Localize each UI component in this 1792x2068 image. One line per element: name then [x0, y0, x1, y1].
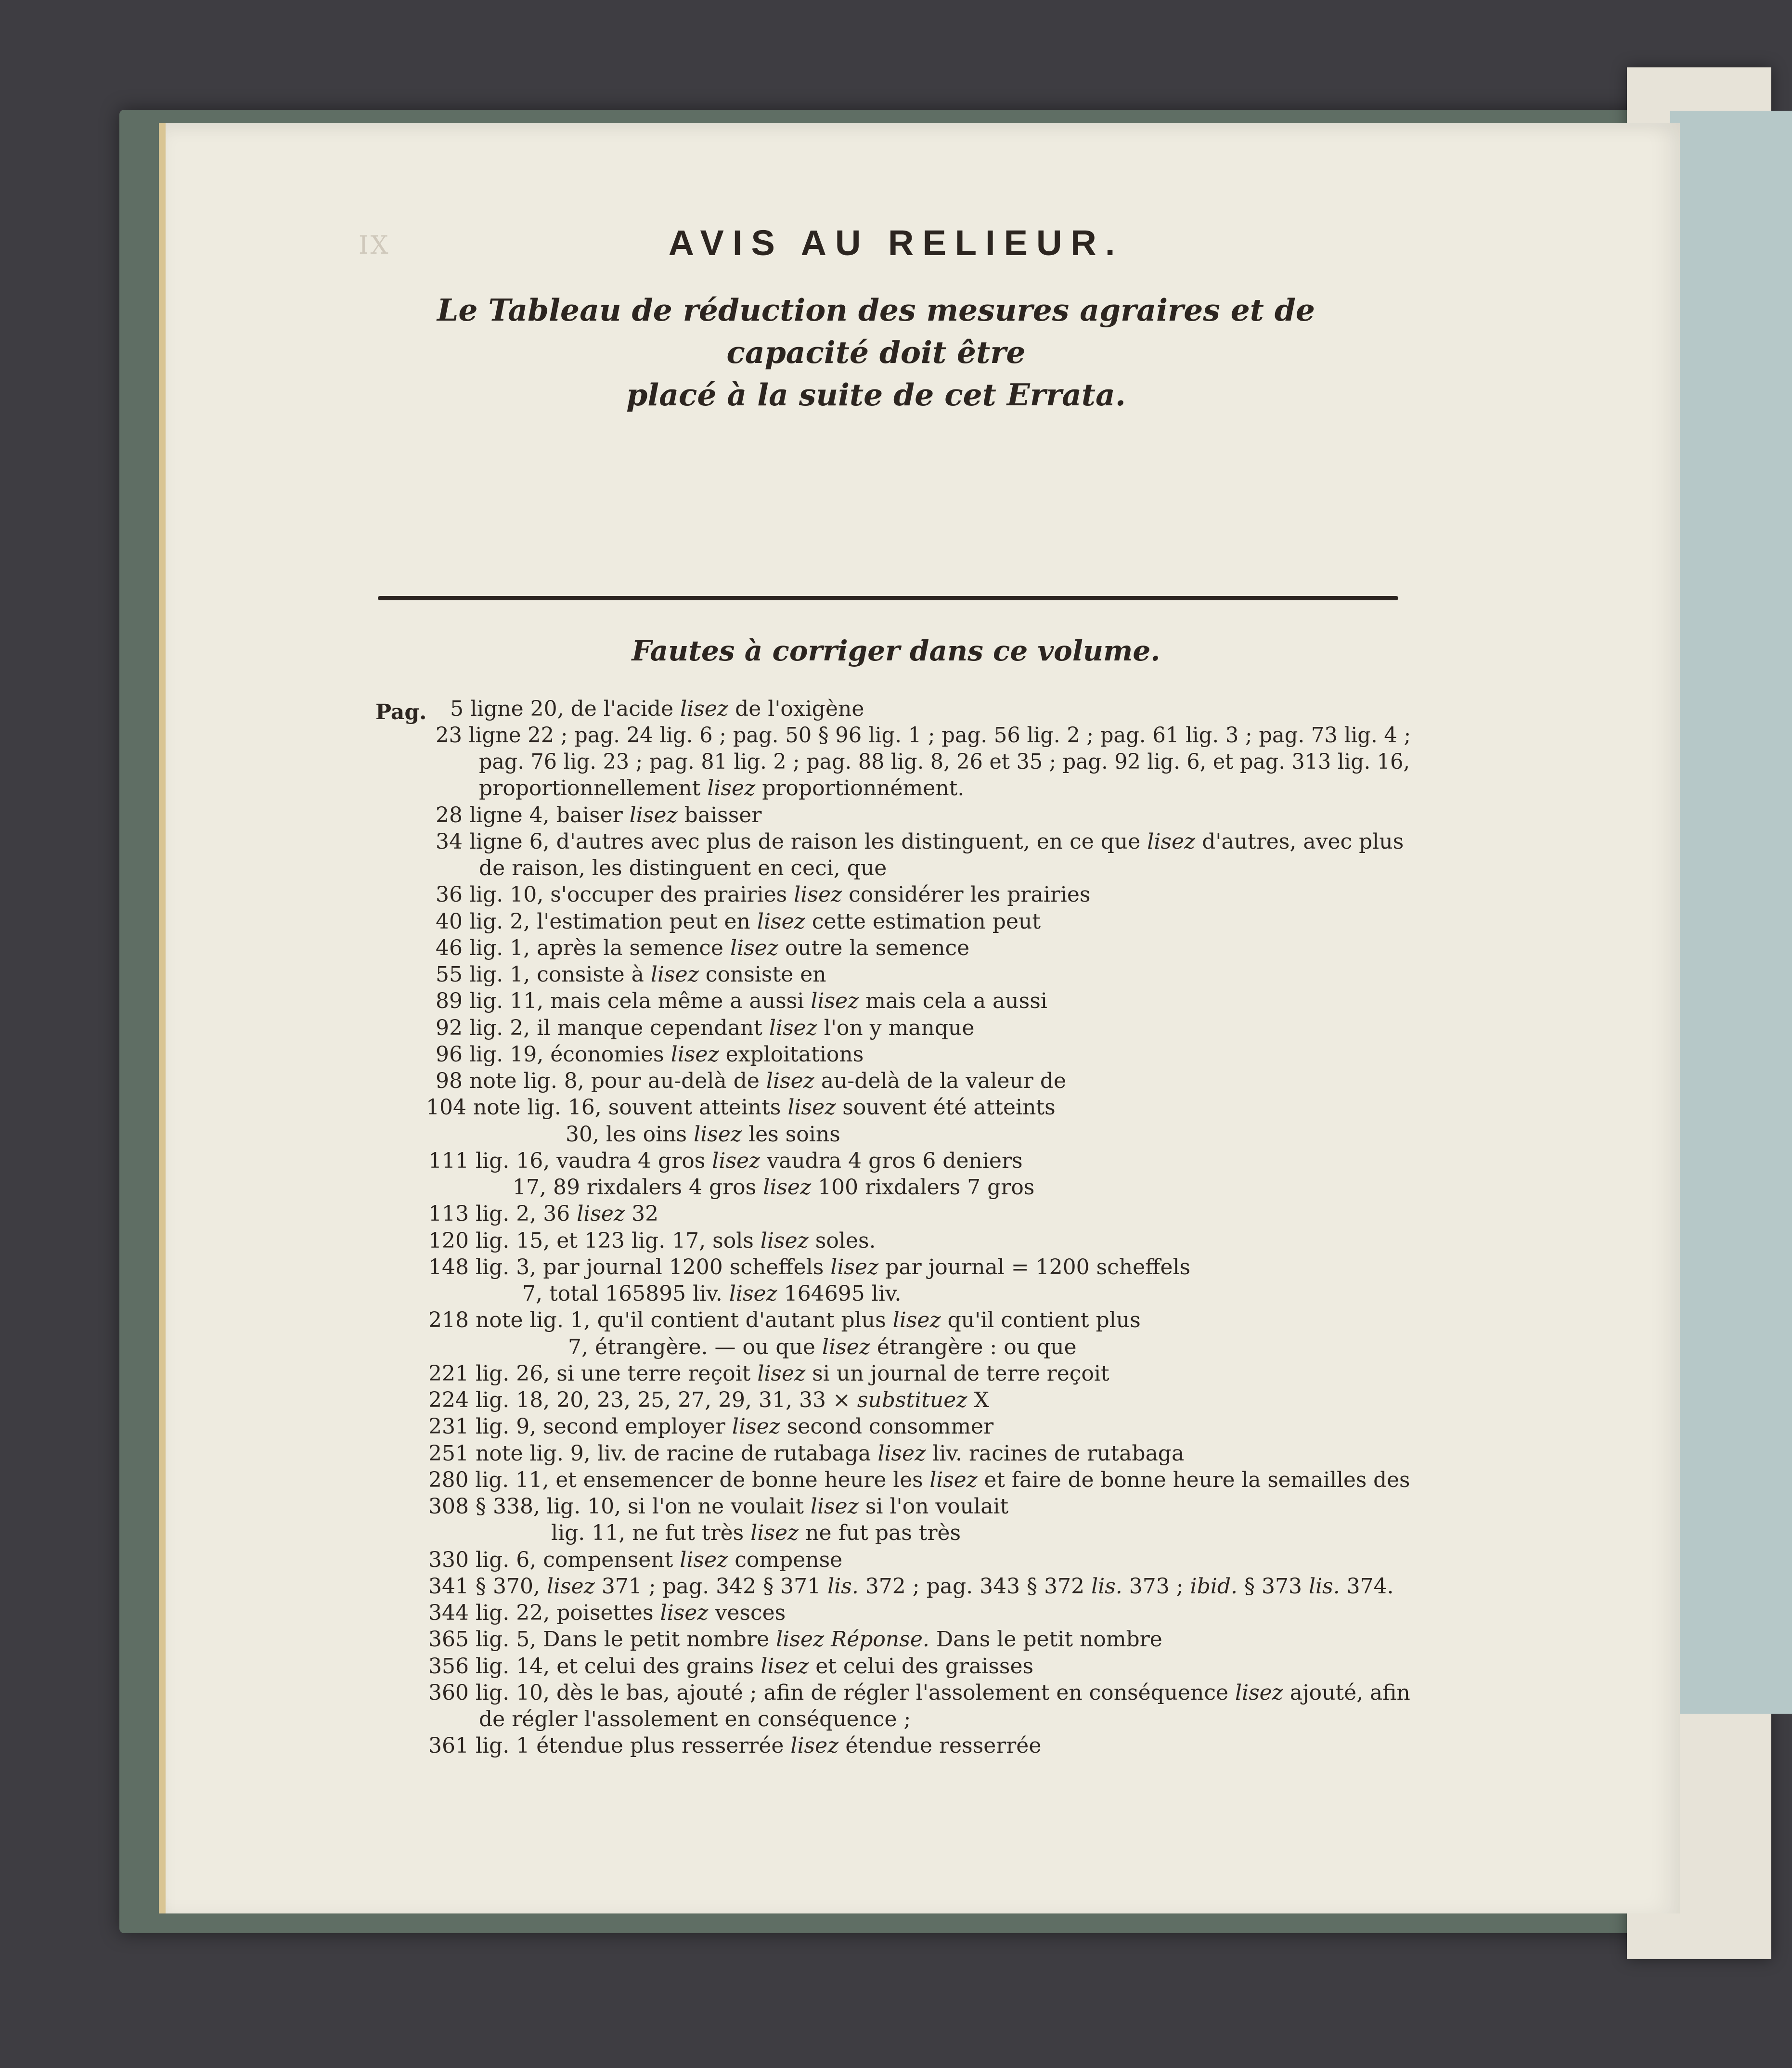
errata-heading: Fautes à corriger dans ce volume. [632, 634, 1160, 667]
errata-line: 34 ligne 6, d'autres avec plus de raison les distinguent, en ce que lisez d'autres, avec plus [436, 829, 1404, 854]
errata-line: 341 § 370, lisez 371 ; pag. 342 § 371 lis. 372 ; pag. 343 § 372 lis. 373 ; ibid. § 373 lis. 374. [428, 1574, 1394, 1599]
errata-line: 28 ligne 4, baiser lisez baisser [436, 803, 762, 827]
errata-line: 40 lig. 2, l'estimation peut en lisez cette estimation peut [436, 909, 1041, 934]
errata-line: 251 note lig. 9, liv. de racine de rutabaga lisez liv. racines de rutabaga [428, 1441, 1185, 1466]
errata-line: 96 lig. 19, économies lisez exploitations [436, 1042, 864, 1067]
errata-line: 5 ligne 20, de l'acide lisez de l'oxigène [450, 697, 864, 721]
errata-line: 361 lig. 1 étendue plus resserrée lisez étendue resserrée [428, 1733, 1042, 1758]
errata-line: 308 § 338, lig. 10, si l'on ne voulait lisez si l'on voulait [428, 1494, 1009, 1519]
errata-pag-label: Pag. [375, 700, 427, 724]
errata-line: 89 lig. 11, mais cela même a aussi lisez mais cela a aussi [436, 989, 1047, 1013]
errata-line: proportionnellement lisez proportionnément. [479, 776, 965, 801]
errata-line: 111 lig. 16, vaudra 4 gros lisez vaudra 4 gros 6 deniers [428, 1149, 1023, 1173]
errata-line: 360 lig. 10, dès le bas, ajouté ; afin de régler l'assolement en conséquence lisez ajouté, afin [428, 1680, 1410, 1705]
errata-line: lig. 11, ne fut très lisez ne fut pas très [551, 1521, 961, 1545]
errata-line: 55 lig. 1, consiste à lisez consiste en [436, 962, 826, 987]
errata-line: 92 lig. 2, il manque cependant lisez l'on y manque [436, 1016, 975, 1040]
errata-line: 23 ligne 22 ; pag. 24 lig. 6 ; pag. 50 § 96 lig. 1 ; pag. 56 lig. 2 ; pag. 61 lig. 3 ; pag. 73 lig. 4 ; [436, 723, 1411, 748]
errata-line: 98 note lig. 8, pour au-delà de lisez au-delà de la valeur de [436, 1069, 1067, 1093]
errata-line: 7, total 165895 liv. lisez 164695 liv. [522, 1281, 902, 1306]
errata-line: 148 lig. 3, par journal 1200 scheffels lisez par journal = 1200 scheffels [428, 1255, 1191, 1280]
errata-line: 224 lig. 18, 20, 23, 25, 27, 29, 31, 33 × substituez X [428, 1388, 989, 1412]
page-title: AVIS AU RELIEUR. [668, 223, 1124, 263]
errata-line: 365 lig. 5, Dans le petit nombre lisez Réponse. Dans le petit nombre [428, 1627, 1162, 1652]
errata-line: 104 note lig. 16, souvent atteints lisez souvent été atteints [426, 1095, 1056, 1120]
errata-line: 330 lig. 6, compensent lisez compense [428, 1548, 843, 1572]
errata-line: 356 lig. 14, et celui des grains lisez et celui des graisses [428, 1654, 1034, 1679]
errata-line: 30, les oins lisez les soins [566, 1122, 840, 1147]
binder-notice-line-1: Le Tableau de réduction des mesures agraires et de capacité doit être [437, 292, 1315, 370]
binder-notice-line-2: placé à la suite de cet Errata. [626, 377, 1126, 413]
errata-line: 46 lig. 1, après la semence lisez outre la semence [436, 936, 970, 960]
errata-line: 231 lig. 9, second employer lisez second consommer [428, 1414, 994, 1439]
errata-line: 17, 89 rixdalers 4 gros lisez 100 rixdalers 7 gros [513, 1175, 1035, 1200]
errata-line: de raison, les distinguent en ceci, que [479, 856, 887, 880]
errata-line: 7, étrangère. — ou que lisez étrangère : ou que [568, 1335, 1077, 1359]
errata-line: pag. 76 lig. 23 ; pag. 81 lig. 2 ; pag. 88 lig. 8, 26 et 35 ; pag. 92 lig. 6, et pag. 313 lig. 16, [479, 750, 1410, 774]
errata-line: 344 lig. 22, poisettes lisez vesces [428, 1601, 786, 1625]
errata-line: 36 lig. 10, s'occuper des prairies lisez considérer les prairies [436, 882, 1091, 907]
errata-line: 280 lig. 11, et ensemencer de bonne heure les lisez et faire de bonne heure la semailles des [428, 1468, 1410, 1492]
page-numeral: IX [359, 231, 390, 260]
errata-line: 120 lig. 15, et 123 lig. 17, sols lisez soles. [428, 1228, 876, 1253]
errata-line: 221 lig. 26, si une terre reçoit lisez si un journal de terre reçoit [428, 1361, 1109, 1386]
errata-line: de régler l'assolement en conséquence ; [479, 1707, 911, 1732]
errata-line: 113 lig. 2, 36 lisez 32 [428, 1202, 659, 1226]
errata-line: 218 note lig. 1, qu'il contient d'autant plus lisez qu'il contient plus [428, 1308, 1141, 1332]
